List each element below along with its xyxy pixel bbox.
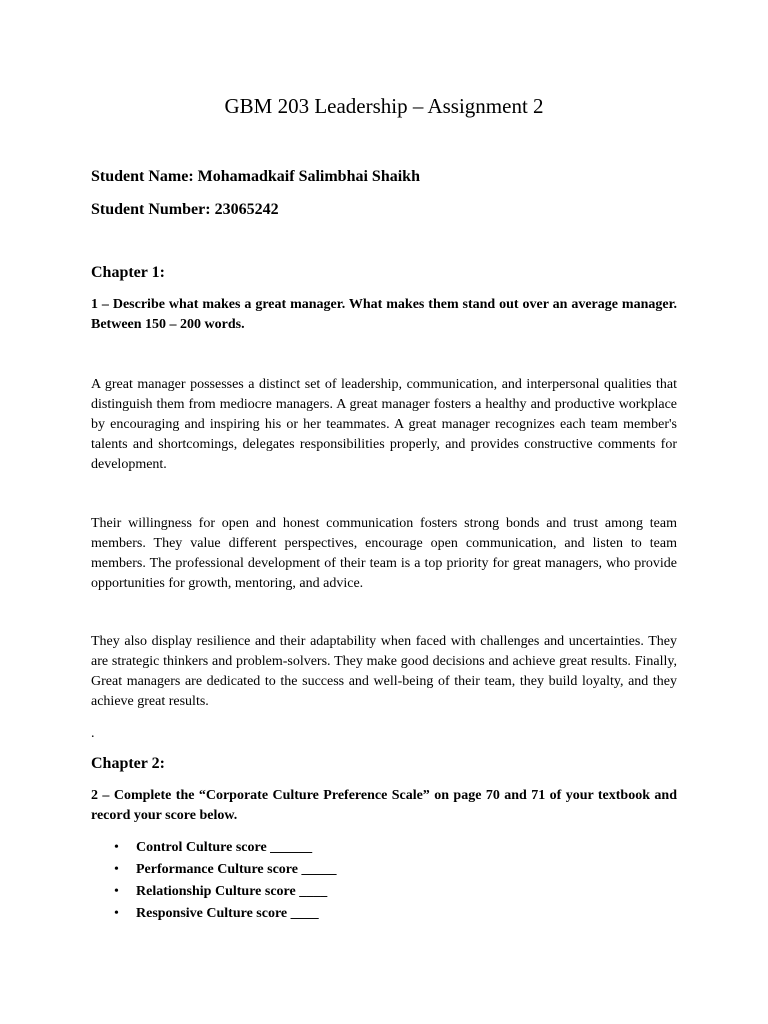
chapter-1-question: 1 – Describe what makes a great manager. What makes them stand out over an average manager. Between 150 – 200 words.	[91, 297, 677, 332]
list-item	[91, 859, 677, 881]
relationship-culture-score: Relationship Culture score ____	[136, 884, 328, 899]
control-culture-score: Control Culture score ______	[136, 840, 313, 855]
trailing-period: .	[91, 726, 95, 741]
bullet-icon: •	[114, 906, 119, 921]
student-number: Student Number: 23065242	[91, 201, 279, 218]
bullet-icon: •	[114, 884, 119, 899]
list-item	[91, 837, 677, 859]
chapter-1-paragraph-3: They also display resilience and their adaptability when faced with challenges and uncertainties. They are strategic thinkers and problem-solvers. They make good decisions and achieve great results. Finally, Great managers are dedicated to the success and well-being of their team, they build loyalty, and they achieve great results.	[91, 634, 677, 709]
responsive-culture-score: Responsive Culture score ____	[136, 906, 319, 921]
chapter-1-paragraph-1: A great manager possesses a distinct set of leadership, communication, and interpersonal qualities that distinguish them from mediocre managers. A great manager fosters a healthy and productive workplace by encouraging and inspiring his or her teammates. A great manager recognizes each team member's talents and shortcomings, delegates responsibilities properly, and provides constructive comments for development.	[91, 377, 677, 472]
chapter-1-heading: Chapter 1:	[91, 264, 165, 281]
bullet-icon: •	[114, 840, 119, 855]
bullet-icon: •	[114, 862, 119, 877]
list-item	[91, 903, 677, 925]
chapter-2-heading: Chapter 2:	[91, 755, 165, 772]
student-name: Student Name: Mohamadkaif Salimbhai Shaikh	[91, 168, 420, 185]
culture-score-list	[91, 837, 677, 925]
document-title: GBM 203 Leadership – Assignment 2	[224, 94, 544, 118]
chapter-2-question: 2 – Complete the “Corporate Culture Preference Scale” on page 70 and 71 of your textbook and record your score below.	[91, 788, 677, 823]
list-item	[91, 881, 677, 903]
chapter-1-paragraph-2: Their willingness for open and honest communication fosters strong bonds and trust among team members. They value different perspectives, encourage open communication, and listen to team members. The professional development of their team is a top priority for great managers, who provide opportunities for growth, mentoring, and advice.	[91, 516, 677, 591]
performance-culture-score: Performance Culture score _____	[136, 862, 337, 877]
